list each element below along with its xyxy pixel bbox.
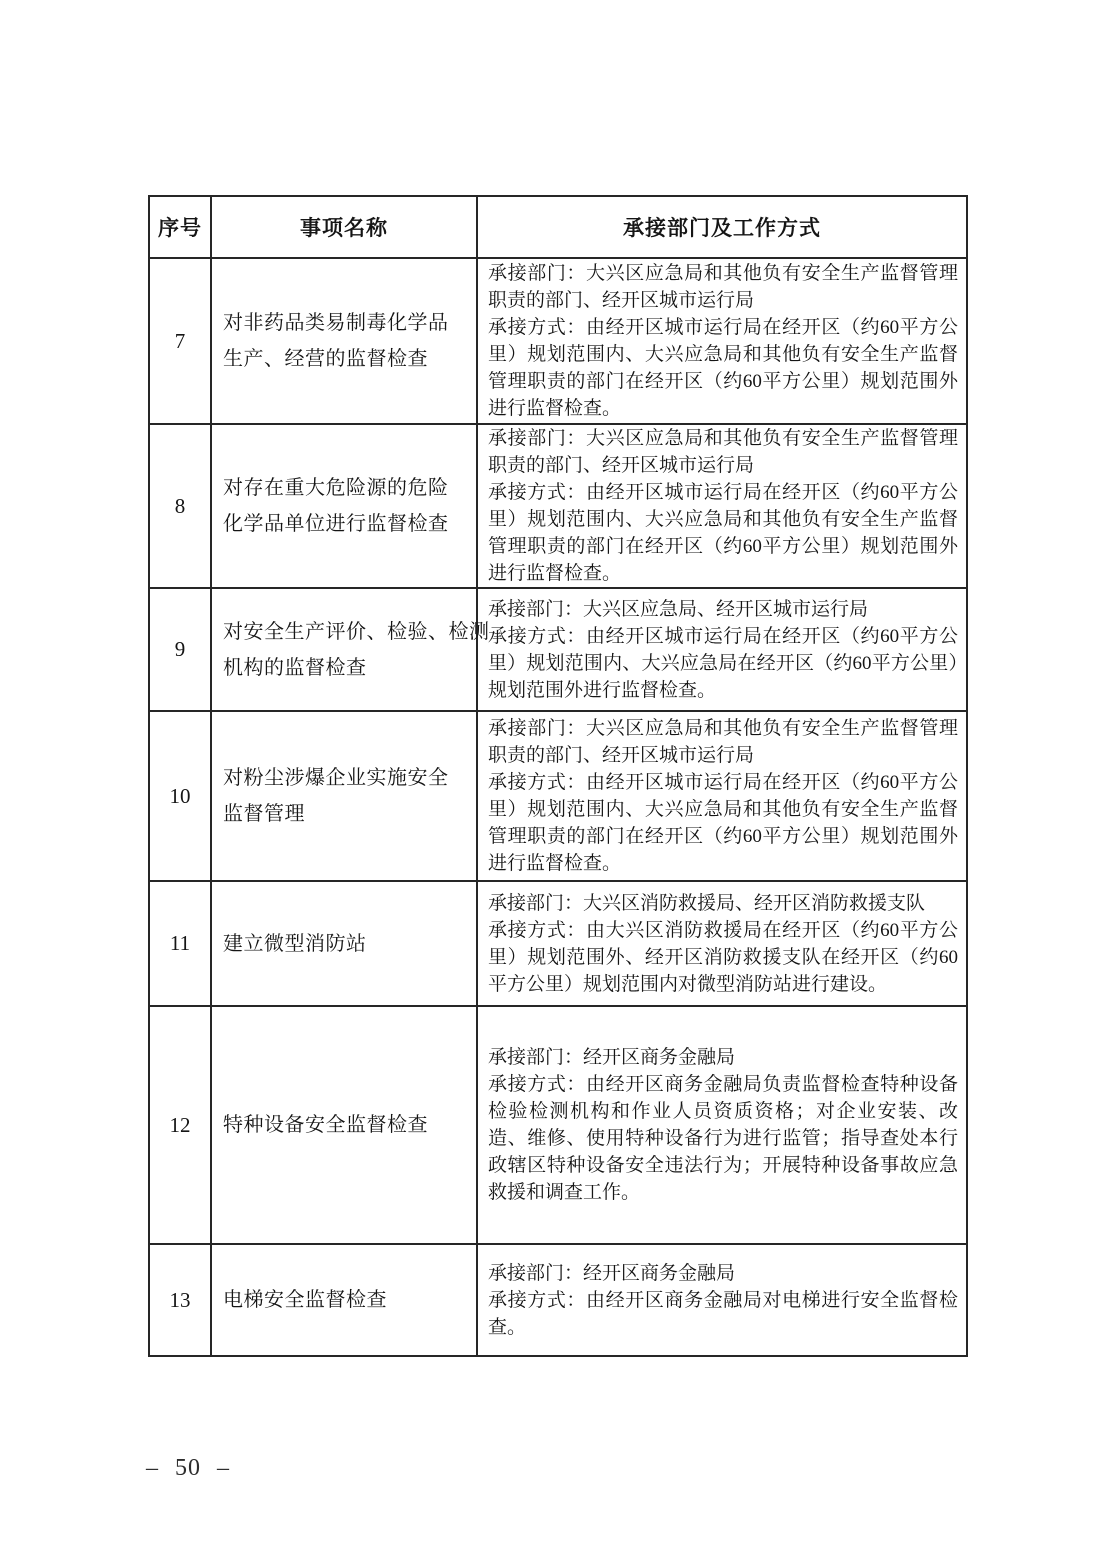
- item-name-line: 对存在重大危险源的危险: [223, 477, 449, 499]
- content-paragraph: 承接方式：由经开区商务金融局负责监督检查特种设备检验检测机构和作业人员资质资格；对企业安装、改造、维修、使用特种设备行为进行监管；指导查处本行政辖区特种设备安全违法行为；开展特种设备事故应急救援和调查工作。: [488, 1074, 958, 1203]
- table-row: [149, 258, 967, 424]
- item-name-line: 电梯安全监督检查: [223, 1289, 387, 1311]
- page-number: – 50 –: [146, 1455, 230, 1481]
- table-row: [149, 881, 967, 1006]
- content-paragraph: 承接方式：由经开区城市运行局在经开区（约60平方公里）规划范围内、大兴应急局和其他负有安全生产监督管理职责的部门在经开区（约60平方公里）规划范围外进行监督检查。: [488, 482, 958, 584]
- item-name-line: 机构的监督检查: [223, 656, 367, 679]
- department-method-cell: [477, 1006, 967, 1244]
- row-serial-number-cell: 11: [149, 881, 211, 1006]
- content-paragraph: 承接方式：由经开区城市运行局在经开区（约60平方公里）规划范围内、大兴应急局在经开区（约60平方公里）规划范围外进行监督检查。: [488, 625, 958, 701]
- table-body: [149, 258, 967, 1356]
- row-serial-number-cell: 12: [149, 1006, 211, 1244]
- content-paragraph: 承接部门：大兴区应急局、经开区城市运行局: [488, 598, 869, 620]
- table-row: [149, 588, 967, 711]
- item-name-cell: [211, 424, 477, 588]
- department-method-cell: [477, 711, 967, 881]
- item-name-cell: [211, 258, 477, 424]
- content-paragraph: 承接部门：大兴区消防救援局、经开区消防救援支队: [488, 892, 926, 914]
- row-serial-number-cell: 13: [149, 1244, 211, 1356]
- item-name-cell: [211, 881, 477, 1006]
- item-name-line: 特种设备安全监督检查: [223, 1114, 428, 1136]
- item-name-line: 建立微型消防站: [223, 932, 367, 955]
- table-row: [149, 1244, 967, 1356]
- table-row: [149, 424, 967, 588]
- department-method-cell: [477, 588, 967, 711]
- header-serial-number: 序号: [149, 196, 211, 258]
- department-method-cell: [477, 258, 967, 424]
- row-serial-number-cell: 9: [149, 588, 211, 711]
- row-serial-number-cell: 10: [149, 711, 211, 881]
- item-name-line: 生产、经营的监督检查: [223, 348, 428, 370]
- item-name-line: 监督管理: [223, 803, 305, 825]
- content-paragraph: 承接方式：由经开区城市运行局在经开区（约60平方公里）规划范围内、大兴应急局和其他负有安全生产监督管理职责的部门在经开区（约60平方公里）规划范围外进行监督检查。: [488, 772, 958, 874]
- content-paragraph: 承接部门：经开区商务金融局: [488, 1047, 736, 1068]
- item-name-cell: [211, 1006, 477, 1244]
- items-table: [148, 195, 968, 1357]
- item-name-line: 对非药品类易制毒化学品: [223, 312, 449, 334]
- item-name-cell: [211, 588, 490, 711]
- row-serial-number-cell: 7: [149, 258, 211, 424]
- content-paragraph: 承接部门：大兴区应急局和其他负有安全生产监督管理职责的部门、经开区城市运行局: [488, 718, 958, 766]
- content-paragraph: 承接方式：由经开区城市运行局在经开区（约60平方公里）规划范围内、大兴应急局和其他负有安全生产监督管理职责的部门在经开区（约60平方公里）规划范围外进行监督检查。: [488, 317, 958, 419]
- header-department-method: 承接部门及工作方式: [477, 196, 967, 258]
- department-method-cell: [477, 881, 967, 1006]
- item-name-line: 对粉尘涉爆企业实施安全: [223, 767, 449, 789]
- content-paragraph: 承接方式：由经开区商务金融局对电梯进行安全监督检查。: [488, 1289, 958, 1338]
- content-paragraph: 承接部门：经开区商务金融局: [488, 1262, 736, 1284]
- item-name-cell: [211, 1244, 477, 1356]
- content-paragraph: 承接部门：大兴区应急局和其他负有安全生产监督管理职责的部门、经开区城市运行局: [488, 263, 958, 311]
- department-method-cell: [477, 424, 967, 588]
- item-name-line: 对安全生产评价、检验、检测: [223, 620, 490, 643]
- content-paragraph: 承接部门：大兴区应急局和其他负有安全生产监督管理职责的部门、经开区城市运行局: [488, 428, 958, 476]
- table-row: [149, 1006, 967, 1244]
- item-name-line: 化学品单位进行监督检查: [223, 513, 449, 535]
- item-name-cell: [211, 711, 477, 881]
- table-row: [149, 711, 967, 881]
- header-item-name: 事项名称: [211, 196, 477, 258]
- department-method-cell: [477, 1244, 967, 1356]
- content-paragraph: 承接方式：由大兴区消防救援局在经开区（约60平方公里）规划范围外、经开区消防救援支队在经开区（约60平方公里）规划范围内对微型消防站进行建设。: [488, 919, 958, 995]
- row-serial-number-cell: 8: [149, 424, 211, 588]
- table-header-row: [149, 196, 967, 258]
